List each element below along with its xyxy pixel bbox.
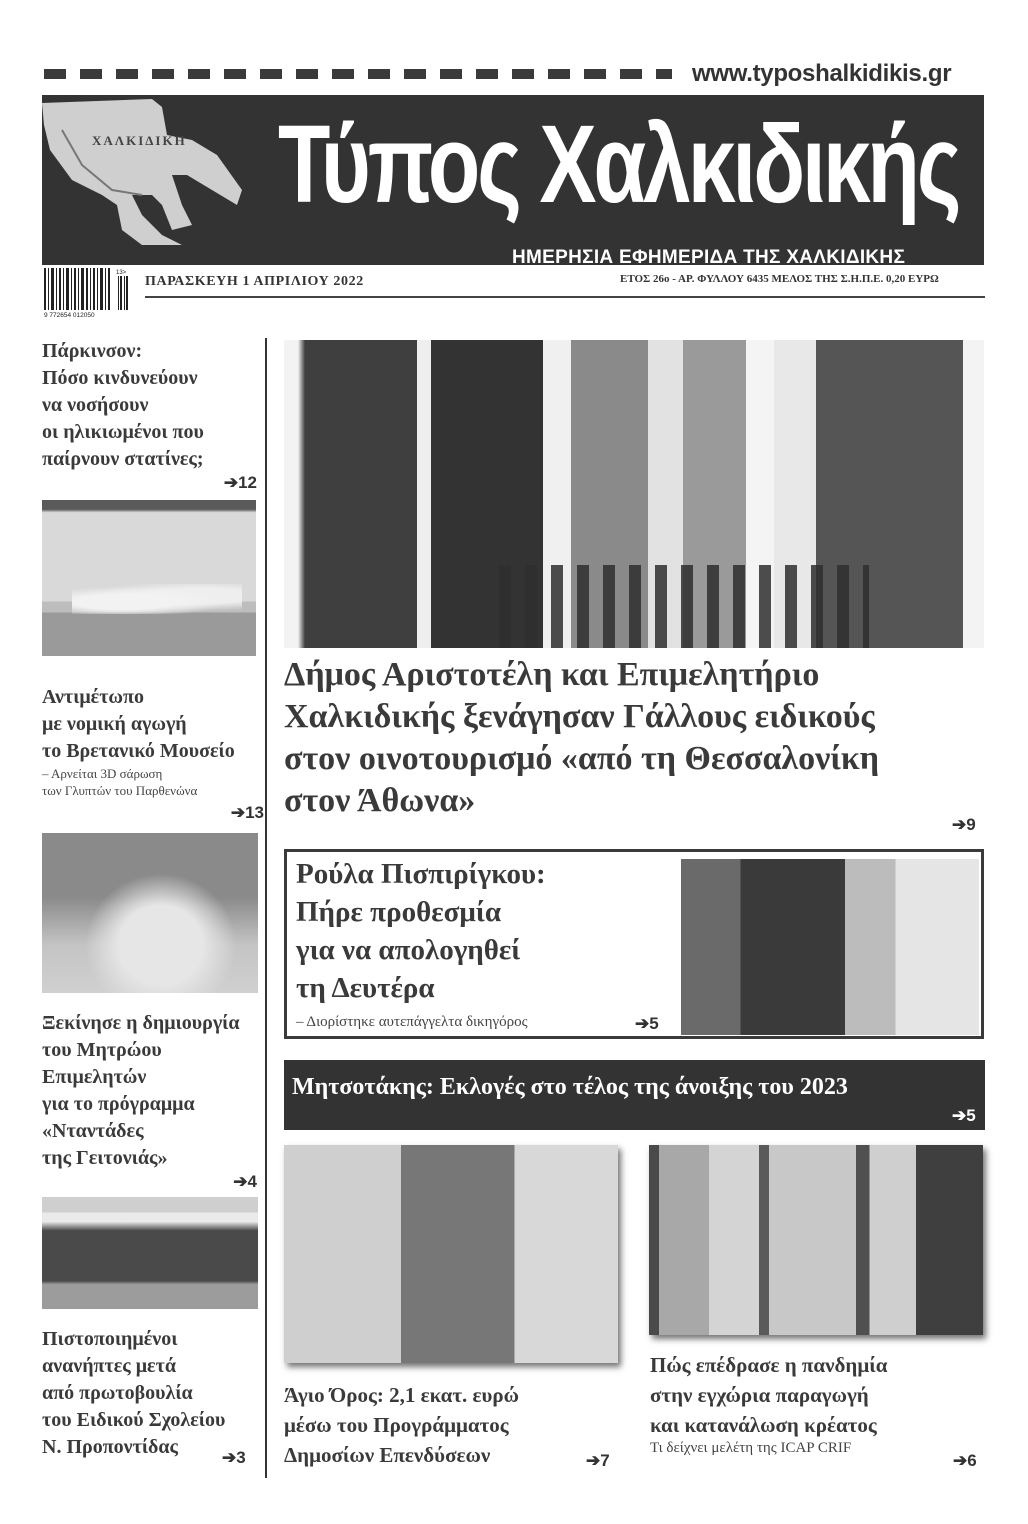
headline: Πώς επέδρασε η πανδημία στην εγχώρια παραγωγή και κατανάλωση κρέατος (650, 1353, 888, 1437)
headline: Πάρκινσον: Πόσο κινδυνεύουν να νοσήσουν οι ηλικιωμένοι που παίρνουν στατίνες; (42, 340, 204, 470)
sidebar-article-nannies[interactable] (42, 1010, 266, 1192)
site-url[interactable]: www.typoshalkidikis.gr (692, 60, 952, 87)
subline: Τι δείχνει μελέτη της ICAP CRIF (650, 1440, 852, 1456)
headline: Αντιμέτωπο με νομική αγωγή το Βρετανικό Μουσείο (42, 686, 235, 762)
masthead-dash-rule (44, 69, 672, 79)
headline: Ξεκίνησε η δημιουργία του Μητρώου Επιμελητών για το πρόγραμμα «Νταντάδες της Γειτονιάς» (42, 1012, 240, 1169)
page-ref[interactable]: ➔13 (230, 803, 264, 822)
arrest-photo (681, 859, 979, 1035)
page-ref[interactable]: ➔9 (952, 815, 976, 834)
chalkidiki-map-icon (42, 95, 262, 265)
wine-tasting-photo (284, 340, 984, 648)
boxed-article-pispirigkou[interactable] (284, 849, 984, 1039)
subline: – Αρνείται 3D σάρωση των Γλυπτών του Παρθενώνα (42, 766, 198, 798)
subline: – Διορίστηκε αυτεπάγγελτα δικηγόρος (296, 1014, 528, 1030)
wine-bottles (499, 565, 869, 648)
page-ref[interactable]: ➔6 (953, 1451, 977, 1470)
sidebar-article-parkinson[interactable] (42, 338, 257, 493)
article-mount-athos[interactable] (284, 1380, 624, 1470)
headline: Άγιο Όρος: 2,1 εκατ. ευρώ μέσω του Προγράμματος Δημοσίων Επενδύσεων (284, 1383, 519, 1467)
issue-date: ΠΑΡΑΣΚΕΥΗ 1 ΑΠΡΙΛΙΟΥ 2022 (145, 274, 364, 289)
headline: Ρούλα Πισπιρίγκου: Πήρε προθεσμία για να απολογηθεί τη Δευτέρα (296, 858, 546, 1004)
page-ref[interactable]: ➔12 (223, 473, 257, 492)
svg-text:13>: 13> (116, 270, 127, 276)
sculpture-shapes (72, 584, 242, 614)
lead-headline[interactable]: Δήμος Αριστοτέλη και Επιμελητήριο Χαλκιδικής ξενάγησαν Γάλλους ειδικούς στον οινοτουρισμό «από τη Θεσσαλονίκη στον Άθωνα» (284, 656, 880, 819)
masthead-rule (145, 296, 985, 298)
page-ref[interactable]: ➔4 (233, 1172, 257, 1191)
british-museum-photo (42, 500, 256, 656)
newspaper-title: Τύπος Χαλκιδικής (278, 103, 959, 226)
page-ref[interactable]: ➔7 (586, 1451, 610, 1470)
mount-athos-collage-photo (284, 1145, 618, 1363)
barcode-icon (44, 268, 134, 318)
sidebar-article-british-museum[interactable] (42, 684, 264, 823)
page-ref[interactable]: ➔3 (222, 1448, 246, 1467)
holding-hands-photo (42, 833, 258, 993)
issue-info: ΕΤΟΣ 26ο - ΑΡ. ΦΥΛΛΟΥ 6435 ΜΕΛΟΣ ΤΗΣ Σ.Η.Π.Ε. 0,20 ΕΥΡΩ (620, 273, 939, 285)
banner-headline: Μητσοτάκης: Εκλογές στο τέλος της άνοιξης του 2023 (292, 1074, 848, 1100)
page-ref[interactable]: ➔5 (635, 1014, 659, 1033)
newspaper-subtitle: ΗΜΕΡΗΣΙΑ ΕΦΗΜΕΡΙΔΑ ΤΗΣ ΧΑΛΚΙΔΙΚΗΣ (512, 247, 906, 265)
page-ref[interactable]: ➔5 (952, 1106, 976, 1125)
column-divider (265, 338, 267, 1478)
article-meat-consumption[interactable] (650, 1350, 990, 1457)
svg-text:9 772654 012050: 9 772654 012050 (44, 312, 95, 318)
group-certificates-photo (42, 1197, 258, 1309)
sidebar-article-rescuers[interactable] (42, 1326, 264, 1461)
headline: Πιστοποιημένοι ανανήπτες μετά από πρωτοβουλία του Ειδικού Σχολείου Ν. Προποντίδας (42, 1328, 226, 1458)
svg-text:ΧΑΛΚΙΔΙΚΗ: ΧΑΛΚΙΔΙΚΗ (92, 133, 187, 148)
meat-cuts-photo (649, 1145, 983, 1335)
